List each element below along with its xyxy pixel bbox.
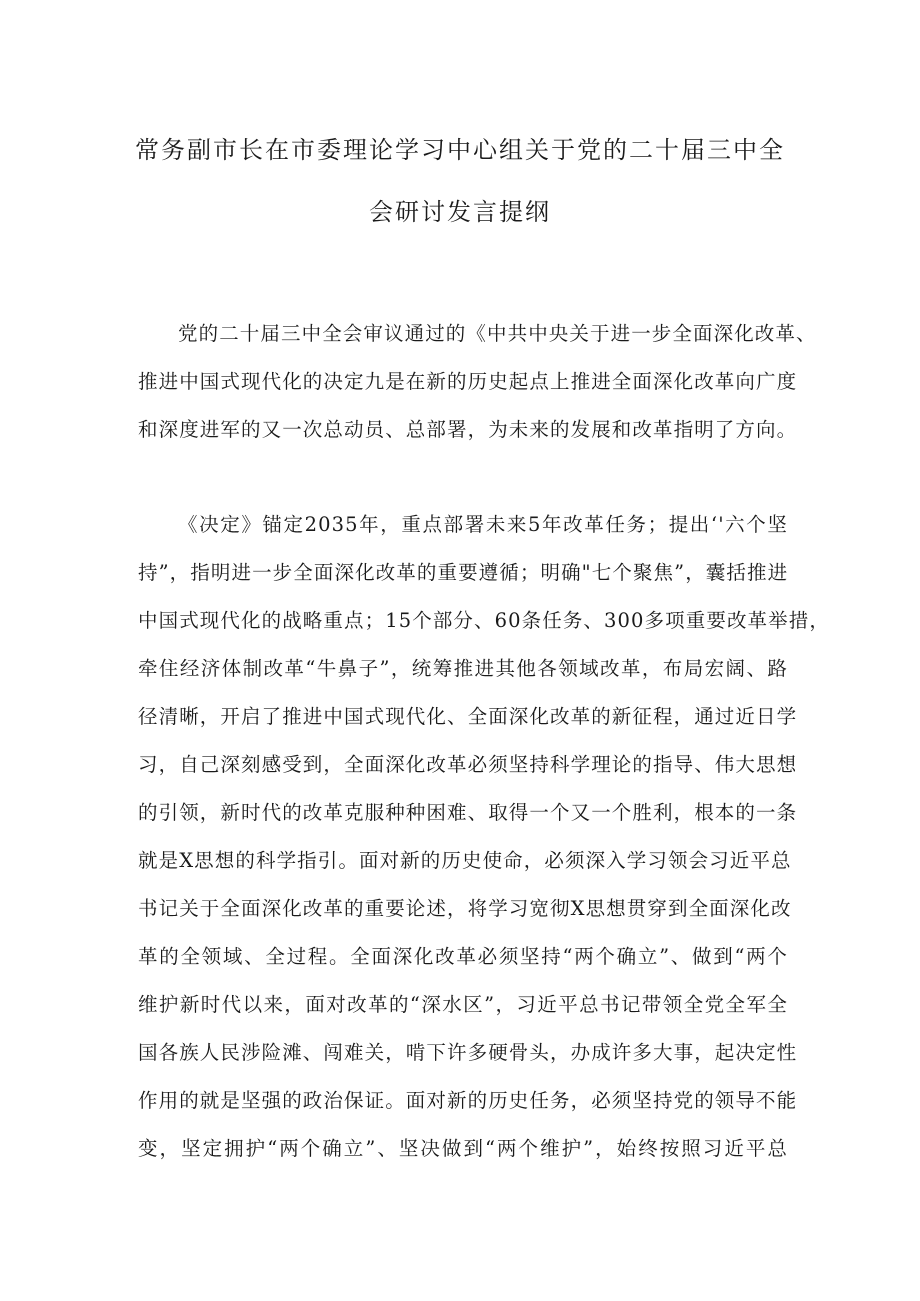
- paragraph-line: 径清晰，开启了推进中国式现代化、全面深化改革的新征程，通过近日学: [138, 705, 798, 728]
- paragraph-line: 和深度进军的又一次总动员、总部署，为未来的发展和改革指明了方向。: [138, 418, 798, 441]
- paragraph-line: 中国式现代化的战略重点；15个部分、60条任务、300多项重要改革举措，: [138, 609, 830, 632]
- paragraph-line: 推进中国式现代化的决定九是在新的历史起点上推进全面深化改革向广度: [138, 370, 798, 393]
- paragraph-line: 《决定》锚定2035年，重点部署未来5年改革任务；提出‘'六个坚: [178, 513, 788, 536]
- paragraph-line: 书记关于全面深化改革的重要论述，将学习宽彻X思想贯穿到全面深化改: [138, 897, 792, 920]
- paragraph-line: 维护新时代以来，面对改革的“深水区”，习近平总书记带领全党全军全: [138, 993, 788, 1016]
- document-title-line-2: 会研讨发言提纲: [369, 198, 551, 226]
- document-title-line-1: 常务副市长在市委理论学习中心组关于党的二十届三中全: [135, 136, 785, 164]
- paragraph-line: 党的二十届三中全会审议通过的《中共中央关于进一步全面深化改革、: [178, 322, 817, 345]
- paragraph-line: 变，坚定拥护“两个确立”、坚决做到“两个维护”，始终按照习近平总: [138, 1137, 788, 1160]
- paragraph-line: 持”，指明进一步全面深化改革的重要遵循；明确"七个聚焦”，囊括推进: [138, 561, 789, 584]
- paragraph-line: 革的全领域、全过程。全面深化改革必须坚持“两个确立”、做到“两个: [138, 945, 788, 968]
- paragraph-line: 就是X思想的科学指引。面对新的历史使命，必须深入学习领会习近平总: [138, 849, 792, 872]
- paragraph-line: 作用的就是坚强的政治保证。面对新的历史任务，必须坚持党的领导不能: [138, 1089, 798, 1112]
- paragraph-line: 牵住经济体制改革“牛鼻子”，统筹推进其他各领域改革，布局宏阔、路: [138, 657, 788, 680]
- paragraph-line: 习，自己深刻感受到，全面深化改革必须坚持科学理论的指导、伟大思想: [138, 753, 798, 776]
- paragraph-line: 国各族人民涉险滩、闯难关，啃下许多硬骨头，办成许多大事，起决定性: [138, 1041, 798, 1064]
- paragraph-line: 的引领，新时代的改革克服种种困难、取得一个又一个胜利，根本的一条: [138, 801, 798, 824]
